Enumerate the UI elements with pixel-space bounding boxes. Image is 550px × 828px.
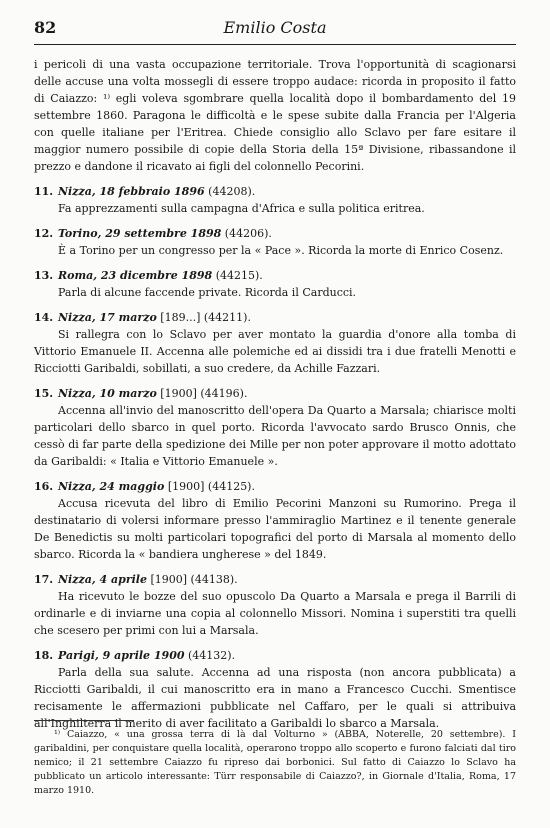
entry-reference: [1900] (44196).: [160, 387, 248, 400]
entry-reference: (44206).: [224, 227, 272, 240]
entry-reference: (44132).: [188, 649, 236, 662]
entry-heading: [34, 267, 516, 284]
entry-reference: (44208).: [208, 185, 256, 198]
entry-number: 17.: [34, 573, 54, 586]
entry-summary: Accenna all'invio del manoscritto dell'opera Da Quarto a Marsala; chiarisce molti particolari dello sbarco in quel porto. Ricorda l'avvocato sardo Brusco Onnis, che cessò di far parte della spedizione dei Mille per non poter approvare il motto adottato da Garibaldi: « Italia e Vittorio Emanuele ».: [34, 404, 516, 468]
letter-entry: [34, 183, 516, 217]
entries-list: [34, 183, 516, 732]
entry-reference: [1900] (44125).: [167, 480, 255, 493]
page-body: [34, 56, 516, 732]
entry-reference: [189...] (44211).: [160, 311, 251, 324]
entry-summary: Ha ricevuto le bozze del suo opuscolo Da Quarto a Marsala e prega il Barrili di ordinarle e di inviarne una copia al colonnello Missori. Nomina i superstiti tra quelli che scesero per primi con lui a Marsala.: [34, 590, 516, 637]
entry-number: 11.: [34, 185, 54, 198]
entry-number: 13.: [34, 269, 54, 282]
letter-entry: [34, 571, 516, 639]
entry-date: Torino, 29 settembre 1898: [58, 227, 222, 240]
entry-heading: [34, 647, 516, 664]
letter-entry: [34, 225, 516, 259]
letter-entry: [34, 385, 516, 470]
running-title: Emilio Costa: [223, 18, 327, 37]
page-header: [34, 18, 516, 40]
entry-date: Nizza, 24 maggio: [58, 480, 165, 493]
entry-summary: È a Torino per un congresso per la « Pace ». Ricorda la morte di Enrico Cosenz.: [58, 244, 504, 257]
entry-summary: Parla della sua salute. Accenna ad una risposta (non ancora pubblicata) a Ricciotti Garibaldi, il cui manoscritto era in mano a Francesco Cucchi. Smentisce recisamente le affermazioni pubblicate nel Caffaro, per le quali si attribuiva all'Inghilterra il merito di aver facilitato a Garibaldi lo sbarco a Marsala.: [34, 666, 516, 730]
entry-date: Roma, 23 dicembre 1898: [58, 269, 213, 282]
entry-summary: Accusa ricevuta del libro di Emilio Pecorini Manzoni su Rumorino. Prega il destinatario di volersi informare presso l'ammiraglio Martinez e il tenente generale De Benedictis su molti particolari topografici del porto di Marsala al momento dello sbarco. Ricorda la « bandiera ungherese » del 1849.: [34, 497, 516, 561]
entry-date: Parigi, 9 aprile 1900: [58, 649, 185, 662]
page-number: 82: [34, 18, 57, 37]
entry-date: Nizza, 4 aprile: [58, 573, 147, 586]
entry-summary: Si rallegra con lo Sclavo per aver montato la guardia d'onore alla tomba di Vittorio Emanuele II. Accenna alle polemiche ed ai dissidi tra i due fratelli Menotti e Ricciotti Garibaldi, sobillati, a suo credere, da Achille Fazzari.: [34, 328, 516, 375]
entry-reference: (44215).: [215, 269, 263, 282]
entry-number: 15.: [34, 387, 54, 400]
entry-date: Nizza, 18 febbraio 1896: [58, 185, 205, 198]
footnote-text: ¹⁾ Caiazzo, « una grossa terra di là dal Volturno » (ABBA, Noterelle, 20 settembre). I garibaldini, per conquistare quella località, operarono troppo allo scoperto e furono falciati dal tiro nemico; il 21 settembre Caiazzo fu ripreso dai borbonici. Sul fatto di Caiazzo lo Sclavo ha pubblicato un articolo interessante: Türr responsabile di Caiazzo?, in Giornale d'Italia, Roma, 17 marzo 1910.: [34, 729, 516, 796]
entry-heading: [34, 183, 516, 200]
letter-entry: [34, 478, 516, 563]
entry-heading: [34, 478, 516, 495]
entry-number: 14.: [34, 311, 54, 324]
letter-entry: [34, 309, 516, 377]
entry-reference: [1900] (44138).: [150, 573, 238, 586]
entry-heading: [34, 571, 516, 588]
entry-summary: Parla di alcune faccende private. Ricorda il Carducci.: [58, 286, 357, 299]
entry-number: 18.: [34, 649, 54, 662]
entry-heading: [34, 225, 516, 242]
header-rule: [34, 44, 516, 45]
footnote-rule: [34, 720, 134, 721]
entry-number: 16.: [34, 480, 54, 493]
entry-summary: Fa apprezzamenti sulla campagna d'Africa e sulla politica eritrea.: [58, 202, 425, 215]
entry-date: Nizza, 17 marzo: [58, 311, 157, 324]
entry-heading: [34, 385, 516, 402]
entry-date: Nizza, 10 marzo: [58, 387, 157, 400]
entry-heading: [34, 309, 516, 326]
footnote: [34, 728, 516, 798]
letter-entry: [34, 267, 516, 301]
entry-number: 12.: [34, 227, 54, 240]
intro-paragraph: i pericoli di una vasta occupazione territoriale. Trova l'opportunità di scagionarsi delle accuse una volta mossegli di essere troppo audace: ricorda in proposito il fatto di Caiazzo: ¹⁾ egli voleva sgombrare quella località dopo il bombardamento del 19 settembre 1860. Paragona le difficoltà e le spese subite dalla Francia per l'Algeria con quelle italiane per l'Eritrea. Chiede consiglio allo Sclavo per fare esitare il maggior numero possibile di copie della Storia della 15ª Divisione, ribassandone il prezzo e dandone il ricavato ai figli del colonnello Pecorini.: [34, 58, 516, 173]
